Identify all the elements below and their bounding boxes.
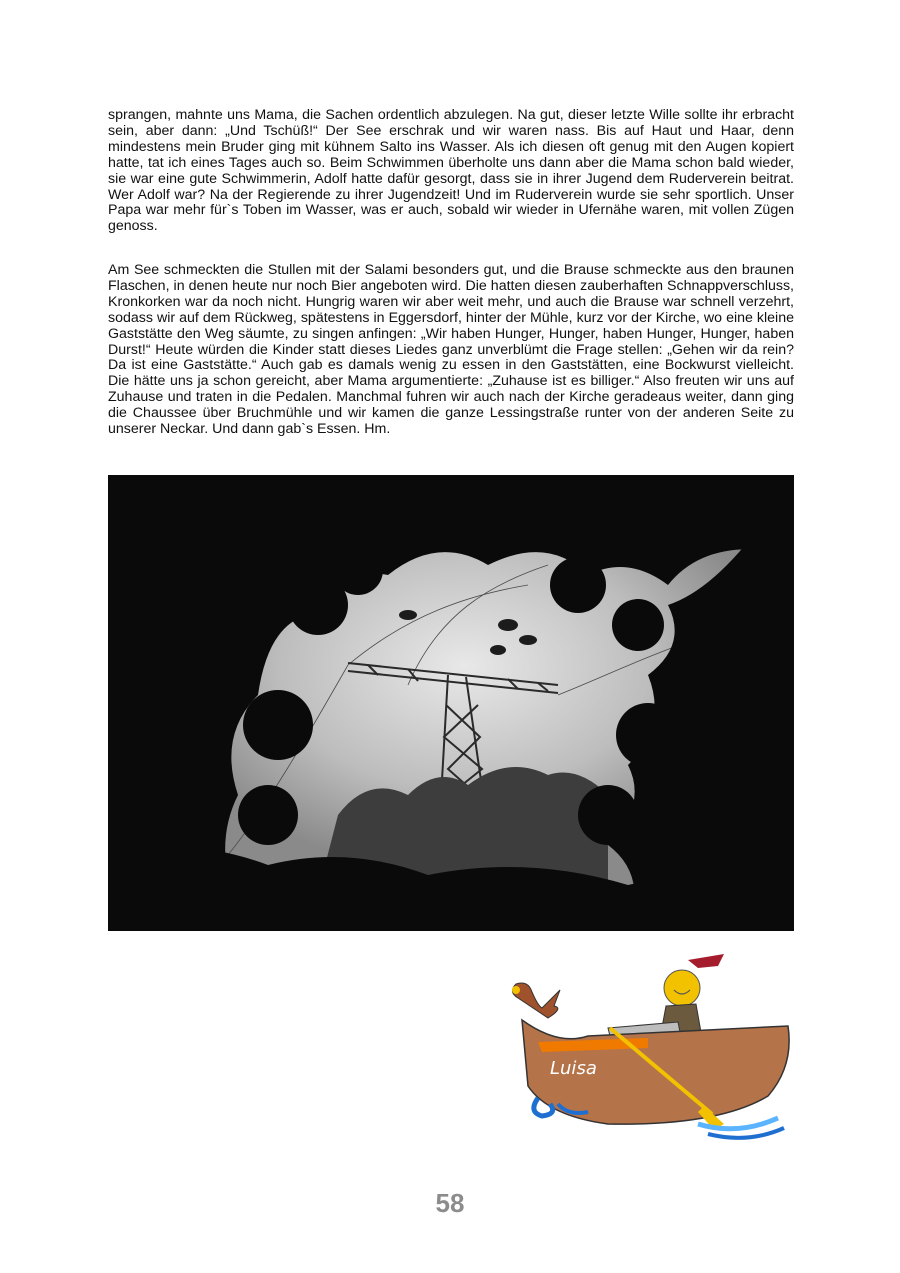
body-paragraph: Am See schmeckten die Stullen mit der Salami besonders gut, und die Brause schmeckte aus den braunen Flaschen, in denen heute nur noch Bier angeboten wird. Die hatten diesen zauberhaften Schnappverschluss, Kronkorken war da noch nicht. Hungrig waren wir aber weit mehr, und auch die Brause war schnell verzehrt, sodass wir auf dem Rückweg, spätestens in Eggersdorf, hinter der Mühle, kurz vor der Kirche, wo eine kleine Gaststätte den Weg säumte, zu singen anfingen: „Wir haben Hunger, Hunger, haben Hunger, Hunger, haben Durst!“ Heute würden die Kinder statt dieses Liedes ganz unverblümt die Frage stellen: „Gehen wir da rein? Da ist eine Gaststätte.“ Auch gab es damals wenig zu essen in den Gaststätten, eine Bockwurst vielleicht. Die hätte uns ja schon gereicht, aber Mama argumentierte: „Zuhause ist es billiger.“ Also freuten wir uns auf Zuhause und traten in die Pedalen. Manchmal fuhren wir auch nach der Kirche geradeaus weiter, dann ging die Chaussee über Bruchmühle und wir kamen die ganze Lessingstraße runter von der anderen Seite zu unserer Neckar. Und dann gab`s Essen. Hm. <box>108 262 794 438</box>
hat-icon <box>688 954 724 968</box>
head-icon <box>664 970 700 1006</box>
body-paragraph: sprangen, mahnte uns Mama, die Sachen ordentlich abzulegen. Na gut, dieser letzte Wille sollte ihr erbracht sein, aber dann: „Und Tschüß!“ Der See erschrak und wir waren nass. Bis auf Haut und Haar, denn mindestens mein Bruder ging mit kühnem Salto ins Wasser. Als ich diesen oft genug mit den Augen kopiert hatte, tat ich eines Tages auch so. Beim Schwimmen überholte uns dann aber die Mama schon bald wieder, sie war eine gute Schwimmerin, Adolf hatte dafür gesorgt, dass sie in ihrer Jugend dem Ruderverein beitrat. Wer Adolf war? Na der Regierende zu ihrer Jugendzeit! Und im Ruderverein wurde sie sehr sportlich. Unser Papa war mehr für`s Toben im Wasser, was er auch, sobald wir wieder in Ufernähe waren, mit vollen Zügen genoss. <box>108 107 794 235</box>
forest-power-pylon-photo <box>108 475 794 931</box>
rowing-boat-drawing <box>498 946 794 1146</box>
page-number: 58 <box>435 1188 465 1218</box>
boat-name: Luisa <box>550 1058 597 1079</box>
